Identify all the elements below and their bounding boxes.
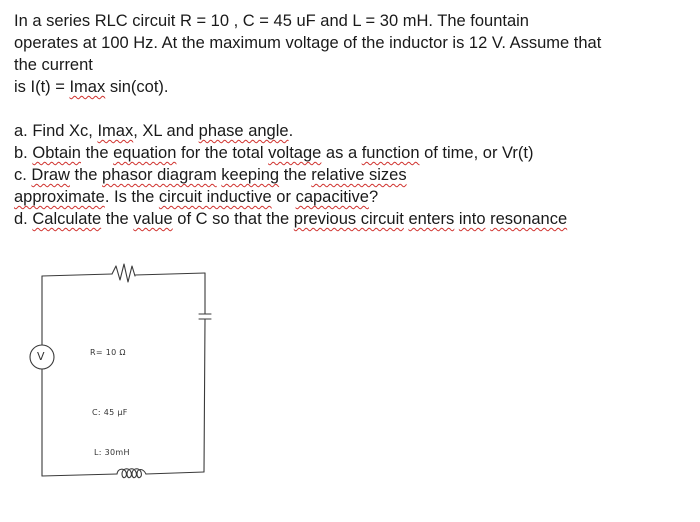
bottom-wire-right	[146, 472, 204, 474]
qa-text-1: a. Find Xc,	[14, 122, 98, 140]
qd-enters: enters	[408, 210, 455, 228]
inductor-label: L: 30mH	[94, 448, 130, 457]
qb-text-1: b.	[14, 144, 33, 162]
qc-relative-sizes: relative sizes	[311, 166, 407, 184]
question-d	[14, 208, 690, 230]
question-a	[14, 120, 690, 142]
qc2-text-3: ?	[368, 188, 379, 206]
qb-voltage: voltage	[268, 144, 322, 162]
qc-text-2: the	[69, 166, 103, 184]
circuit-drawing	[0, 240, 260, 500]
qa-text-2: , XL and	[133, 122, 199, 140]
right-wire-lower	[204, 319, 205, 472]
problem-statement	[14, 10, 690, 230]
qb-text-3: for the total	[176, 144, 269, 162]
bottom-wire-left	[42, 474, 117, 476]
qd-resonance: resonance	[490, 210, 568, 228]
qb-text-5: of time, or Vr(t)	[419, 144, 534, 162]
qd-text-1: d.	[14, 210, 33, 228]
qd-calculate: Calculate	[32, 210, 102, 228]
qa-phase-angle: phase angle	[198, 122, 289, 140]
intro-line-1: In a series RLC circuit R = 10 , C = 45 uF and L = 30 mH. The fountain	[14, 12, 529, 30]
qd-value: value	[133, 210, 173, 228]
qb-function: function	[361, 144, 420, 162]
intro-line-4	[14, 76, 690, 98]
current-eq-suffix: sin(cot).	[105, 78, 169, 96]
qc-phasor-diagram: phasor diagram	[102, 166, 217, 184]
qc-text-1: c.	[14, 166, 32, 184]
circuit-sketch	[0, 240, 260, 500]
qc2-capacitive: capacitive	[295, 188, 369, 206]
resistor-symbol	[112, 264, 135, 282]
qc2-approximate: approximate	[14, 188, 105, 206]
current-eq-prefix: is I(t) =	[14, 78, 70, 96]
qc2-text-2: or	[271, 188, 296, 206]
qc-keeping: keeping	[221, 166, 280, 184]
qc2-text-1: . Is the	[104, 188, 159, 206]
qd-previous-circuit: previous circuit	[293, 210, 404, 228]
question-c-cont	[14, 186, 690, 208]
qb-obtain: Obtain	[32, 144, 81, 162]
qd-into: into	[458, 210, 486, 228]
qa-text-3: .	[288, 122, 294, 140]
qc2-circuit-inductive: circuit inductive	[158, 188, 272, 206]
intro-line-3: the current	[14, 56, 93, 74]
question-c	[14, 164, 690, 186]
intro-line-2: operates at 100 Hz. At the maximum voltage of the inductor is 12 V. Assume that	[14, 34, 602, 52]
qd-text-3: of C so that the	[172, 210, 294, 228]
question-b	[14, 142, 690, 164]
qc-draw: Draw	[31, 166, 70, 184]
top-wire-right	[135, 273, 205, 275]
inductor-symbol	[117, 469, 146, 478]
qb-text-2: the	[80, 144, 114, 162]
current-eq-imax: Imax	[69, 78, 106, 96]
capacitor-label: C: 45 μF	[92, 408, 128, 417]
source-symbol: V	[37, 350, 45, 363]
qd-text-2: the	[101, 210, 134, 228]
resistor-label: R= 10 Ω	[90, 348, 126, 357]
qb-equation: equation	[113, 144, 177, 162]
top-wire-left	[42, 274, 112, 276]
qc-text-4: the	[279, 166, 312, 184]
qb-text-4: as a	[321, 144, 362, 162]
qa-imax: Imax	[97, 122, 134, 140]
